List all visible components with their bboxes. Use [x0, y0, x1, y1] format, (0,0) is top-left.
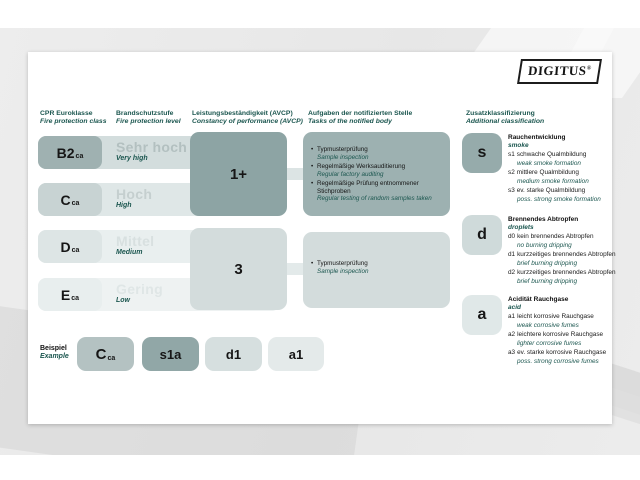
- item-en: lighter corrosive fumes: [517, 340, 582, 347]
- task-en: Regular factory auditing: [317, 170, 384, 178]
- protection-level-b2ca: [116, 140, 187, 163]
- item-en: medium smoke formation: [517, 178, 589, 185]
- class-code-subscript: ca: [71, 200, 80, 207]
- smoke-text: [508, 133, 601, 204]
- classification-item: [508, 330, 606, 348]
- classification-item: [508, 232, 616, 250]
- item-en: poss. strong corrosive fumes: [517, 358, 599, 365]
- level-label-en: High: [116, 202, 132, 209]
- item-de: [508, 150, 601, 159]
- example-badge-cca: [77, 337, 134, 371]
- item-code: a2: [508, 331, 516, 338]
- column-header-class-de: CPR Euroklasse: [40, 110, 93, 117]
- item-en: brief burning dripping: [517, 260, 578, 267]
- column-header-additional-en: Additional classification: [466, 118, 545, 125]
- item-code: d2: [508, 269, 516, 276]
- level-label-de: Sehr hoch: [116, 139, 188, 155]
- additional-section-acid: [462, 295, 607, 366]
- item-de-text: schwache Qualmbildung: [516, 151, 587, 158]
- item-de: [508, 168, 601, 177]
- item-code: a3: [508, 349, 516, 356]
- level-label-de: Mittel: [116, 233, 155, 249]
- class-badge-b2ca: [38, 136, 102, 169]
- example-badge-s1a: [142, 337, 199, 371]
- classification-item: [508, 312, 606, 330]
- class-code: D: [60, 238, 71, 255]
- section-title-en: smoke: [508, 142, 529, 149]
- example-badge-d1: [205, 337, 262, 371]
- example-badge-text: C: [95, 345, 107, 363]
- example-badge-text: a1: [288, 346, 304, 362]
- registered-mark: ®: [586, 65, 592, 72]
- example-label-en: Example: [40, 353, 69, 360]
- class-code: C: [60, 191, 71, 208]
- column-header-additional: [466, 110, 544, 126]
- task-en: Sample inspection: [317, 153, 369, 161]
- section-title-en: droplets: [508, 224, 534, 231]
- class-code: E: [60, 286, 71, 303]
- level-label-de: Gering: [116, 281, 163, 297]
- info-card: [28, 52, 616, 424]
- item-de: [508, 232, 616, 241]
- section-title-de: Rauchentwicklung: [508, 134, 566, 141]
- column-header-additional-de: Zusatzklassifizierung: [466, 110, 535, 117]
- protection-level-cca: [116, 187, 152, 210]
- column-header-class: [40, 110, 106, 126]
- item-en: weak corrosive fumes: [517, 322, 579, 329]
- item-de-text: mittlere Qualmbildung: [516, 169, 579, 176]
- droplets-badge: d: [462, 215, 502, 255]
- column-header-avcp-de: Leistungsbeständigkeit (AVCP): [192, 110, 293, 117]
- acid-text: [508, 295, 606, 366]
- item-de: [508, 250, 616, 259]
- item-code: s3: [508, 187, 515, 194]
- digitus-logo: [517, 59, 602, 84]
- column-header-avcp: [192, 110, 303, 126]
- classification-item: [508, 268, 616, 286]
- task-list: [303, 232, 450, 275]
- task-de: • Regelmäßige Prüfung entnommener Stichproben: [317, 180, 444, 195]
- section-title-de: Brennendes Abtropfen: [508, 216, 579, 223]
- level-label-en: Low: [116, 297, 130, 304]
- item-code: s1: [508, 151, 515, 158]
- column-header-tasks: [308, 110, 412, 126]
- column-header-avcp-en: Constancy of performance (AVCP): [192, 118, 303, 125]
- item-de-text: kein brennendes Abtropfen: [517, 233, 594, 240]
- avcp-block-1plus: [190, 132, 287, 216]
- level-label-de: Hoch: [116, 186, 153, 202]
- example-badge-subscript: ca: [107, 354, 116, 362]
- class-code: B2: [56, 144, 75, 161]
- task-de: • Typmusterprüfung: [317, 260, 444, 268]
- column-header-class-en: Fire protection class: [40, 118, 107, 125]
- protection-level-dca: [116, 234, 154, 257]
- task-de: • Typmusterprüfung: [317, 146, 444, 154]
- item-de: [508, 268, 616, 277]
- example-badge-text: s1a: [159, 346, 182, 362]
- section-title-de: Acidität Rauchgase: [508, 296, 569, 303]
- class-code-subscript: ca: [71, 247, 80, 254]
- additional-section-droplets: [462, 215, 616, 286]
- item-de-text: kurzzeitiges brennendes Abtropfen: [517, 269, 616, 276]
- example-label: [40, 345, 69, 361]
- avcp-value: 1+: [229, 165, 248, 183]
- task-en: Regular testing of random samples taken: [317, 195, 432, 202]
- item-de: [508, 330, 606, 339]
- item-en: weak smoke formation: [517, 160, 581, 167]
- task-list: [303, 132, 450, 203]
- column-header-level-de: Brandschutzstufe: [116, 110, 174, 117]
- column-header-level-en: Fire protection level: [116, 118, 181, 125]
- task-item: [317, 180, 444, 203]
- item-code: d0: [508, 233, 516, 240]
- item-code: s2: [508, 169, 515, 176]
- item-code: a1: [508, 313, 516, 320]
- tasks-block-avcp-3: [303, 232, 450, 308]
- example-badge-text: d1: [225, 346, 242, 362]
- smoke-badge: s: [462, 133, 502, 173]
- item-de-text: ev. starke Qualmbildung: [516, 187, 586, 194]
- digitus-logo-text: DIGITUS®: [527, 63, 592, 78]
- avcp-value: 3: [234, 260, 243, 278]
- classification-item: [508, 150, 601, 168]
- item-code: d1: [508, 251, 516, 258]
- tasks-block-avcp-1plus: [303, 132, 450, 216]
- additional-section-smoke: [462, 133, 604, 204]
- task-item: [317, 163, 444, 178]
- item-de-text: leicht korrosive Rauchgase: [517, 313, 594, 320]
- item-en: poss. strong smoke formation: [517, 196, 601, 203]
- column-header-tasks-de: Aufgaben der notifizierten Stelle: [308, 110, 413, 117]
- level-label-en: Very high: [116, 155, 148, 162]
- item-en: brief burning dripping: [517, 278, 578, 285]
- column-header-level: [116, 110, 181, 126]
- class-badge-eca: [38, 278, 102, 311]
- section-title-en: acid: [508, 304, 522, 311]
- column-header-tasks-en: Tasks of the notified body: [308, 118, 392, 125]
- avcp-block-3: [190, 228, 287, 310]
- example-label-de: Beispiel: [40, 345, 67, 352]
- classification-item: [508, 168, 601, 186]
- task-item: [317, 260, 444, 275]
- item-de: [508, 186, 601, 195]
- class-code-subscript: ca: [71, 295, 80, 302]
- level-label-en: Medium: [116, 249, 143, 256]
- item-de-text: leichtere korrosive Rauchgase: [517, 331, 604, 338]
- acid-badge: a: [462, 295, 502, 335]
- classification-item: [508, 250, 616, 268]
- item-de-text: ev. starke korrosive Rauchgase: [517, 349, 607, 356]
- task-de: • Regelmäßige Werksauditierung: [317, 163, 444, 171]
- droplets-text: [508, 215, 616, 286]
- item-de-text: kurzzeitiges brennendes Abtropfen: [517, 251, 616, 258]
- classification-item: [508, 186, 601, 204]
- classification-item: [508, 348, 606, 366]
- example-badge-a1: [268, 337, 324, 371]
- item-de: [508, 348, 606, 357]
- protection-level-eca: [116, 282, 163, 305]
- item-de: [508, 312, 606, 321]
- class-badge-dca: [38, 230, 102, 263]
- class-badge-cca: [38, 183, 102, 216]
- item-en: no burning dripping: [517, 242, 572, 249]
- class-code-subscript: ca: [75, 153, 84, 160]
- task-en: Sample inspection: [317, 267, 369, 275]
- task-item: [317, 146, 444, 161]
